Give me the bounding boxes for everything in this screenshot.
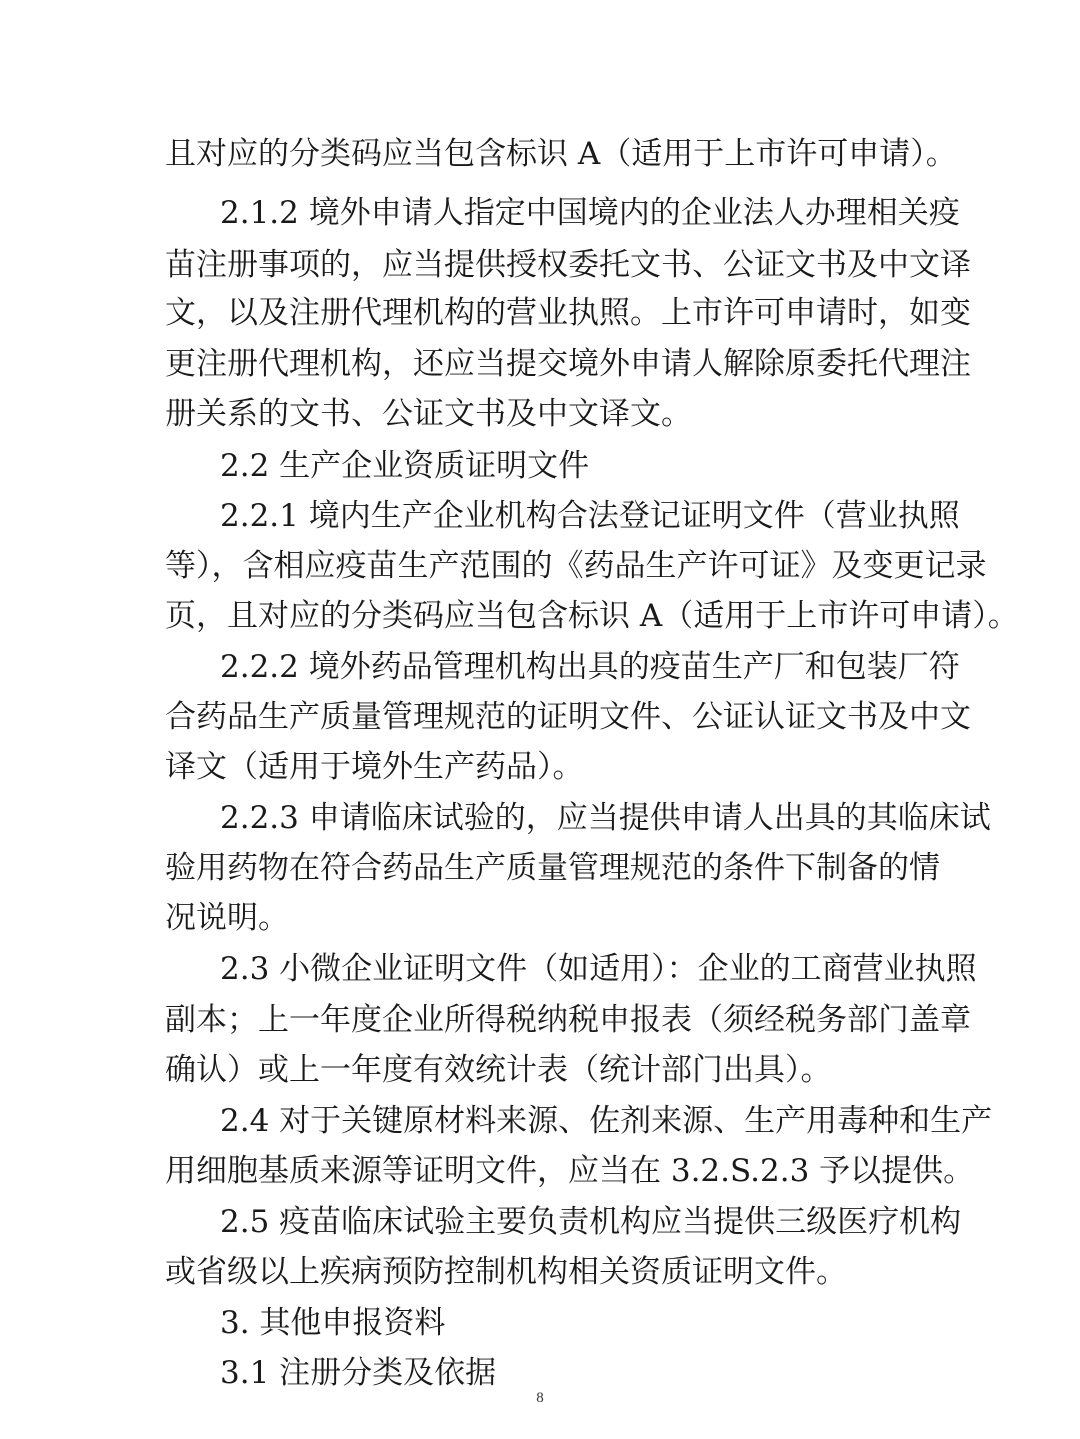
- text-line-9: 等），含相应疫苗生产范围的《药品生产许可证》及变更记录: [165, 548, 987, 584]
- text-line-2: 2.1.2 境外申请人指定中国境内的企业法人办理相关疫: [220, 195, 960, 231]
- text-line-4: 文，以及注册代理机构的营业执照。上市许可申请时，如变: [165, 295, 971, 331]
- text-line-13: 译文（适用于境外生产药品）。: [165, 749, 584, 785]
- text-line-17: 2.3 小微企业证明文件（如适用）：企业的工商营业执照: [220, 951, 977, 987]
- text-line-20: 2.4 对于关键原材料来源、佐剂来源、生产用毒种和生产: [220, 1103, 993, 1139]
- text-line-15: 验用药物在符合药品生产质量管理规范的条件下制备的情: [165, 850, 940, 886]
- text-line-10: 页，且对应的分类码应当包含标识 A（适用于上市许可申请）。: [165, 598, 1019, 634]
- text-line-8: 2.2.1 境内生产企业机构合法登记证明文件（营业执照: [220, 498, 960, 534]
- section-heading-2-2: 2.2 生产企业资质证明文件: [220, 448, 590, 484]
- text-line-22: 2.5 疫苗临床试验主要负责机构应当提供三级医疗机构: [220, 1204, 962, 1240]
- text-line-1: 且对应的分类码应当包含标识 A（适用于上市许可申请）。: [165, 136, 957, 172]
- section-heading-3-1: 3.1 注册分类及依据: [220, 1355, 497, 1391]
- text-line-11: 2.2.2 境外药品管理机构出具的疫苗生产厂和包装厂符: [220, 649, 960, 685]
- text-line-12: 合药品生产质量管理规范的证明文件、公证认证文书及中文: [165, 699, 971, 735]
- text-line-23: 或省级以上疾病预防控制机构相关资质证明文件。: [165, 1254, 847, 1290]
- section-heading-3: 3. 其他申报资料: [220, 1305, 446, 1341]
- text-line-19: 确认）或上一年度有效统计表（统计部门出具）。: [165, 1052, 832, 1088]
- text-line-21: 用细胞基质来源等证明文件，应当在 3.2.S.2.3 予以提供。: [165, 1153, 975, 1189]
- page-number: 8: [536, 1390, 544, 1406]
- text-line-18: 副本；上一年度企业所得税纳税申报表（须经税务部门盖章: [165, 1002, 971, 1038]
- text-line-5: 更注册代理机构，还应当提交境外申请人解除原委托代理注: [165, 346, 971, 382]
- text-line-6: 册关系的文书、公证文书及中文译文。: [165, 396, 692, 432]
- text-line-14: 2.2.3 申请临床试验的，应当提供申请人出具的其临床试: [220, 800, 991, 836]
- text-line-16: 况说明。: [165, 900, 289, 936]
- text-line-3: 苗注册事项的，应当提供授权委托文书、公证文书及中文译: [165, 247, 971, 283]
